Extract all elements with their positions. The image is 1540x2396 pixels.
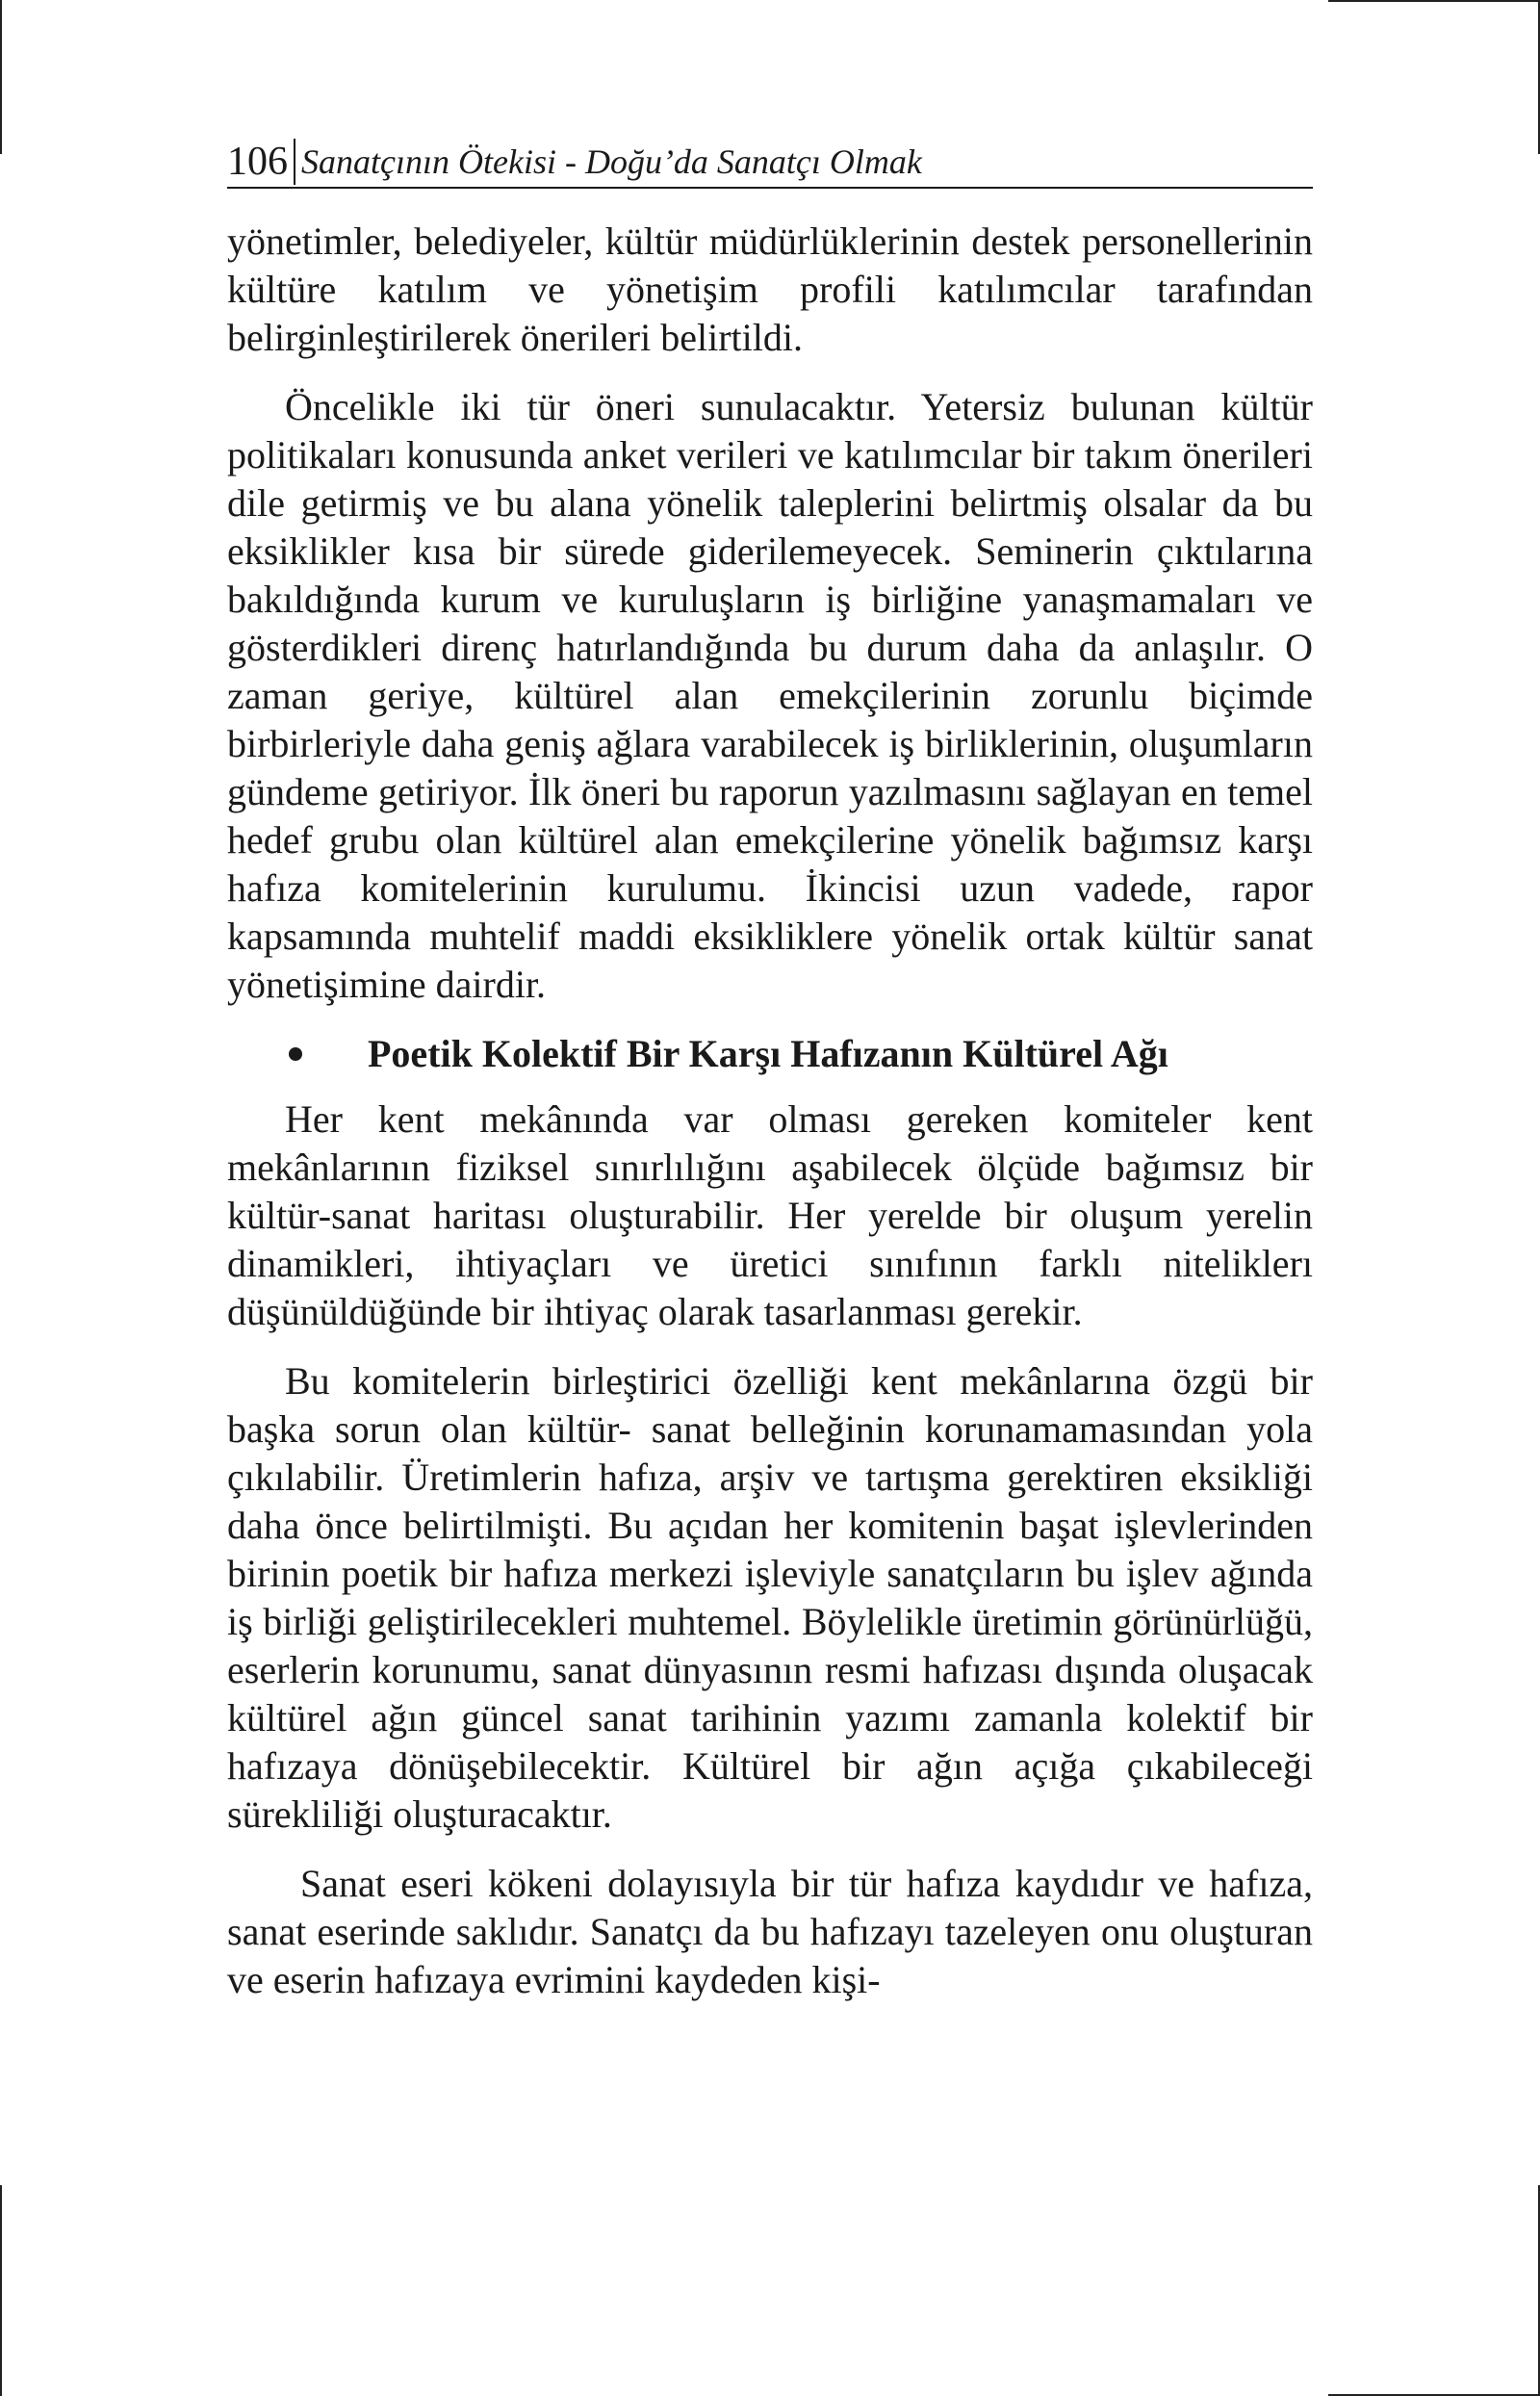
crop-mark-bottom-left bbox=[0, 2185, 2, 2396]
running-title: Sanatçının Ötekisi - Doğu’da Sanatçı Olmak bbox=[301, 142, 922, 181]
page-body bbox=[227, 218, 1313, 2004]
crop-mark-top-right-horizontal bbox=[1328, 0, 1540, 2]
paragraph-artwork-memory: Sanat eseri kökeni dolayısıyla bir tür hafıza kaydıdır ve hafıza, sanat eserinde saklıdır. Sanatçı da bu hafızayı tazeleyen onu oluşturan ve eserin hafızaya evrimini kaydeden kişi- bbox=[227, 1862, 1313, 2001]
section-heading-text: Poetik Kolektif Bir Karşı Hafızanın Kültürel Ağı bbox=[368, 1032, 1168, 1075]
bullet-icon bbox=[289, 1047, 302, 1061]
paragraph-committees: Her kent mekânında var olması gereken komiteler kent mekânlarının fiziksel sınırlılığını aşabilecek ölçüde bağımsız bir kültür-sanat haritası oluşturabilir. Her yerelde bir oluşum yerelin dinamikleri, ihtiyaçları ve üretici sınıfının farklı niteliklerı düşünüldüğünde bir ihtiyaç olarak tasarlanması gerekir. bbox=[227, 1097, 1313, 1333]
page-number: 106 bbox=[227, 139, 295, 185]
section-heading bbox=[227, 1030, 1313, 1078]
paragraph-suggestions: Öncelikle iki tür öneri sunulacaktır. Yetersiz bulunan kültür politikaları konusunda anket verileri ve katılımcılar bir takım önerileri dile getirmiş ve bu alana yönelik taleplerini belirtmiş olsalar da bu eksiklikler kısa bir sürede giderilemeyecek. Seminerin çıktılarına bakıldığında kurum ve kuruluşların iş birliğine yanaşmamaları ve gösterdikleri direnç hatırlandığında bu durum daha da anlaşılır. O zaman geriye, kültürel alan emekçilerinin zorunlu biçimde birbirleriyle daha geniş ağlara varabilecek iş birliklerinin, oluşumların gündeme getiriyor. İlk öneri bu raporun yazılmasını sağlayan en temel hedef grubu olan kültürel alan emekçilerine yönelik bağımsız karşı hafıza komitelerinin kurulumu. İkincisi uzun vadede, rapor kapsamında muhtelif maddi eksikliklere yönelik ortak kültür sanat yönetişimine dairdir. bbox=[227, 385, 1313, 1006]
running-header bbox=[227, 137, 1313, 189]
crop-mark-top-left bbox=[0, 0, 2, 154]
paragraph-continuation: yönetimler, belediyeler, kültür müdürlüklerinin destek personellerinin kültüre katılım ve yönetişim profili katılımcılar tarafından belirginleştirilerek önerileri belirtildi. bbox=[227, 219, 1313, 359]
paragraph-memory-center: Bu komitelerin birleştirici özelliği kent mekânlarına özgü bir başka sorun olan kültür- sanat belleğinin korunamamasından yola çıkılabilir. Üretimlerin hafıza, arşiv ve tartışma gerektiren eksikliği daha önce belirtilmişti. Bu açıdan her komitenin başat işlevlerinden birinin poetik bir hafıza merkezi işleviyle sanatçıların bu işlev ağında iş birliği geliştirilecekleri muhtemel. Böylelikle üretimin görünürlüğü, eserlerin korunumu, sanat dünyasının resmi hafızası dışında oluşacak kültürel ağın güncel sanat tarihinin yazımı zamanla kolektif bir hafızaya dönüşebilecektir. Kültürel bir ağın açığa çıkabileceği sürekliliği oluşturacaktır. bbox=[227, 1359, 1313, 1836]
